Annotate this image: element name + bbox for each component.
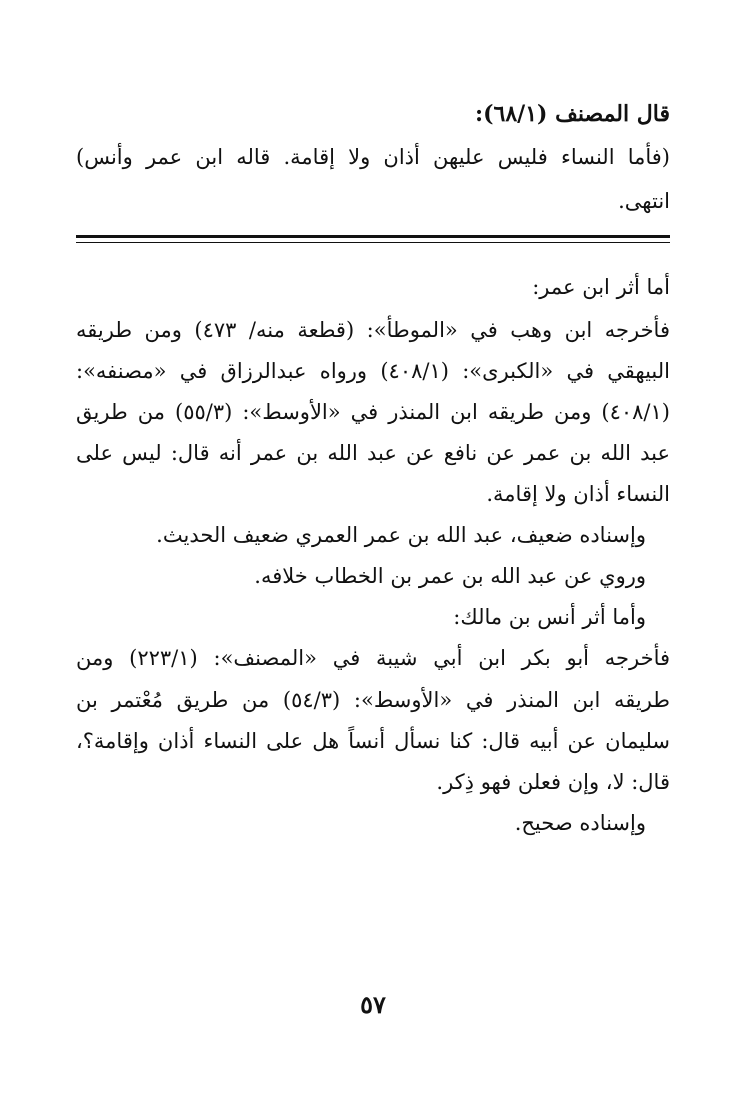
paragraph-line: (٤٠٨/١) ومن طريقه ابن المنذر في «الأوسط»: (٥٥/٣) من طريق [76,400,670,424]
quoted-text-line-1: (فأما النساء فليس عليهن أذان ولا إقامة. قاله ابن عمر وأنس) [76,145,670,169]
page-number: ٥٧ [360,990,386,1019]
paragraph-line: طريقه ابن المنذر في «الأوسط»: (٥٤/٣) من طريق مُعْتمر بن [76,688,671,712]
paragraph-line: قال: لا، وإن فعلن فهو ذِكر. [436,770,670,794]
paragraph-line: فأخرجه ابن وهب في «الموطأ»: (قطعة منه/ ٤٧٣) ومن طريقه [76,318,670,342]
paragraph-line: وإسناده صحيح. [514,811,646,835]
paragraph-line: أما أثر ابن عمر: [532,275,670,299]
paragraph-line: سليمان عن أبيه قال: كنا نسأل أنساً هل على النساء أذان وإقامة؟، [76,729,670,753]
paragraph-line: وإسناده ضعيف، عبد الله بن عمر العمري ضعيف الحديث. [156,523,646,547]
divider-rule-thick [76,235,670,238]
paragraph-line: النساء أذان ولا إقامة. [486,482,670,506]
paragraph-line: وأما أثر أنس بن مالك: [453,605,646,629]
paragraph-line: وروي عن عبد الله بن عمر بن الخطاب خلافه. [254,564,646,588]
paragraph-line: عبد الله بن عمر عن نافع عن عبد الله بن عمر أنه قال: ليس على [76,441,670,465]
divider-rule-thin [76,242,670,243]
paragraph-line: فأخرجه أبو بكر ابن أبي شيبة في «المصنف»: (٢٢٣/١) ومن [76,646,671,670]
paragraph-line: البيهقي في «الكبرى»: (٤٠٨/١) ورواه عبدالرزاق في «مصنفه»: [76,359,671,383]
quoted-text-line-2: انتهى. [618,189,670,213]
section-heading: قال المصنف (٦٨/١): [475,101,670,127]
